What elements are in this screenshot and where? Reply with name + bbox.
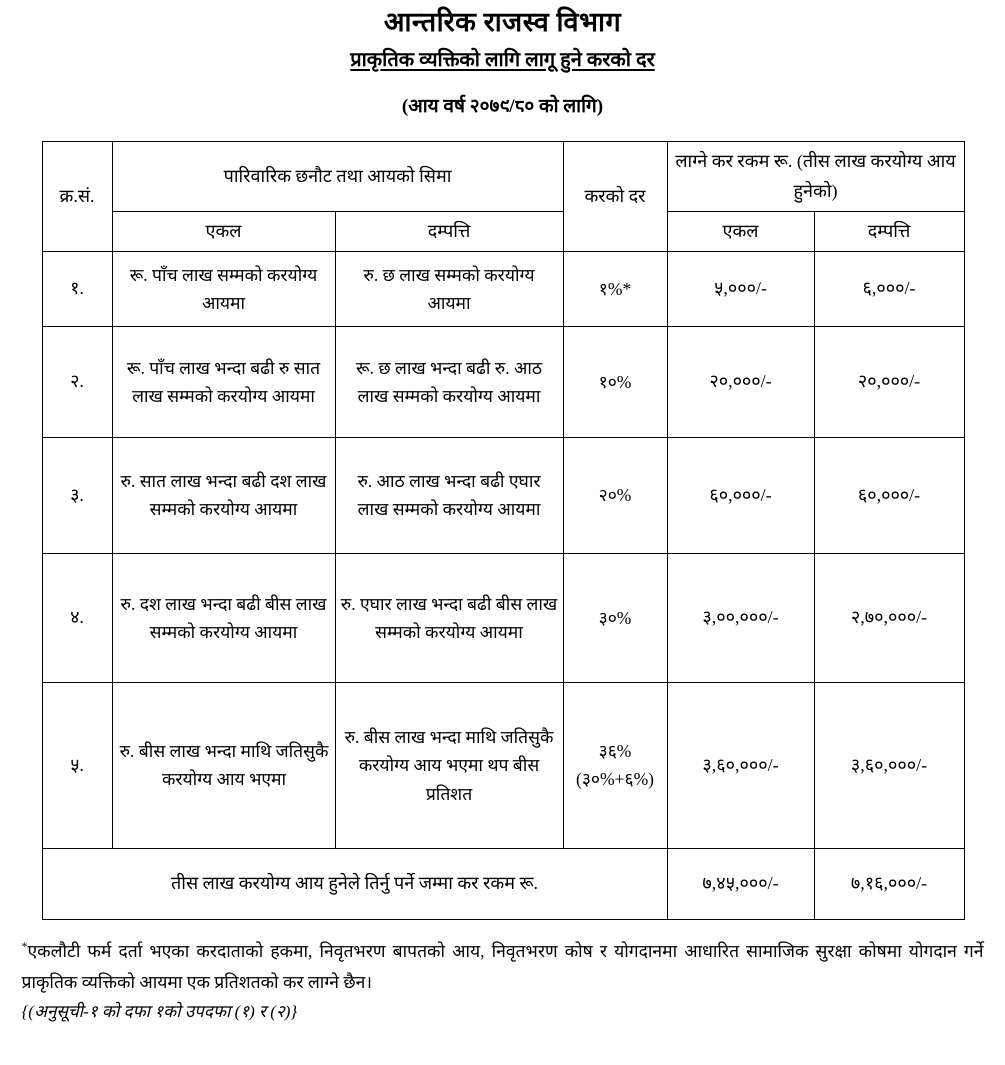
cell-amount-single: ६०,०००/- [667, 437, 814, 553]
tax-rate-value: ३६% [598, 741, 632, 762]
cell-tax-rate: १०% [563, 326, 667, 437]
tax-table-container [42, 141, 964, 919]
cell-limit-couple: रु. बीस लाख भन्दा माथि जतिसुकै करयोग्य आय भएमा थप बीस प्रतिशत [335, 682, 563, 848]
cell-amount-couple: ३,६०,०००/- [814, 682, 964, 848]
cell-tax-rate: २०% [563, 437, 667, 553]
table-head [42, 142, 964, 251]
column-header-tax-rate: करको दर [563, 142, 667, 251]
cell-tax-rate: १%* [563, 251, 667, 326]
column-header-income-limit: पारिवारिक छनौट तथा आयको सिमा [112, 142, 563, 211]
cell-amount-couple: २०,०००/- [814, 326, 964, 437]
column-header-limit-single: एकल [112, 211, 335, 251]
cell-limit-single: रु. बीस लाख भन्दा माथि जतिसुकै करयोग्य आय भएमा [112, 682, 335, 848]
cell-amount-single: ३,६०,०००/- [667, 682, 814, 848]
cell-amount-single: ५,०००/- [667, 251, 814, 326]
cell-limit-couple: रू. छ लाख भन्दा बढी रु. आठ लाख सम्मको करयोग्य आयमा [335, 326, 563, 437]
column-header-serial-number: क्र.सं. [42, 142, 112, 251]
document-subtitle: प्राकृतिक व्यक्तिको लागि लागू हुने करको दर [350, 48, 655, 71]
total-row-label: तीस लाख करयोग्य आय हुनेले तिर्नु पर्ने जम्मा कर रकम रू. [42, 848, 667, 919]
cell-serial-number: ५. [42, 682, 112, 848]
total-amount-couple: ७,१६,०००/- [814, 848, 964, 919]
total-amount-single: ७,४५,०००/- [667, 848, 814, 919]
cell-limit-single: रु. सात लाख भन्दा बढी दश लाख सम्मको करयोग्य आयमा [112, 437, 335, 553]
cell-amount-single: ३,००,०००/- [667, 553, 814, 682]
column-header-amount-couple: दम्पत्ति [814, 211, 964, 251]
table-body [42, 251, 964, 919]
table-row [42, 437, 964, 553]
footnote-body: एकलौटी फर्म दर्ता भएका करदाताको हकमा, निवृतभरण बापतको आय, निवृतभरण कोष र योगदानमा आधारित सामाजिक सुरक्षा कोषमा योगदान गर्ने प्राकृतिक व्यक्तिको आयमा एक प्रतिशतको कर लाग्ने छैन। [21, 940, 984, 993]
cell-limit-single: रू. पाँच लाख सम्मको करयोग्य आयमा [112, 251, 335, 326]
cell-serial-number: ३. [42, 437, 112, 553]
table-header-row-primary [42, 142, 964, 211]
cell-limit-single: रू. पाँच लाख भन्दा बढी रु सात लाख सम्मको करयोग्य आयमा [112, 326, 335, 437]
cell-limit-couple: रु. छ लाख सम्मको करयोग्य आयमा [335, 251, 563, 326]
cell-limit-couple: रु. आठ लाख भन्दा बढी एघार लाख सम्मको करयोग्य आयमा [335, 437, 563, 553]
table-row [42, 682, 964, 848]
tax-rate-breakdown: (३०%+६%) [576, 769, 654, 790]
cell-tax-rate: ३०% [563, 553, 667, 682]
table-total-row [42, 848, 964, 919]
cell-serial-number: ४. [42, 553, 112, 682]
table-header-row-secondary [42, 211, 964, 251]
footnote-legal-reference: {(अनुसूची-१ को दफा १को उपदफा (१) र (२)} [21, 1002, 298, 1022]
cell-amount-couple: २,७०,०००/- [814, 553, 964, 682]
column-header-limit-couple: दम्पत्ति [335, 211, 563, 251]
tax-rate-table [42, 141, 965, 919]
table-row [42, 251, 964, 326]
footnote-text [22, 936, 984, 998]
table-row [42, 553, 964, 682]
cell-tax-rate [563, 682, 667, 848]
organization-title: आन्तरिक राजस्व विभाग [383, 7, 622, 37]
fiscal-year-label: (आय वर्ष २०७९/८० को लागि) [401, 95, 604, 117]
cell-serial-number: २. [42, 326, 112, 437]
cell-amount-couple: ६,०००/- [814, 251, 964, 326]
footnote-marker: * [21, 939, 28, 954]
cell-limit-single: रु. दश लाख भन्दा बढी बीस लाख सम्मको करयोग्य आयमा [112, 553, 335, 682]
cell-limit-couple: रु. एघार लाख भन्दा बढी बीस लाख सम्मको करयोग्य आयमा [335, 553, 563, 682]
document-header [0, 0, 1005, 119]
column-header-tax-amount: लाग्ने कर रकम रू. (तीस लाख करयोग्य आय हुनेको) [667, 142, 964, 211]
cell-amount-single: २०,०००/- [667, 326, 814, 437]
cell-serial-number: १. [42, 251, 112, 326]
cell-amount-couple: ६०,०००/- [814, 437, 964, 553]
column-header-amount-single: एकल [667, 211, 814, 251]
table-row [42, 326, 964, 437]
